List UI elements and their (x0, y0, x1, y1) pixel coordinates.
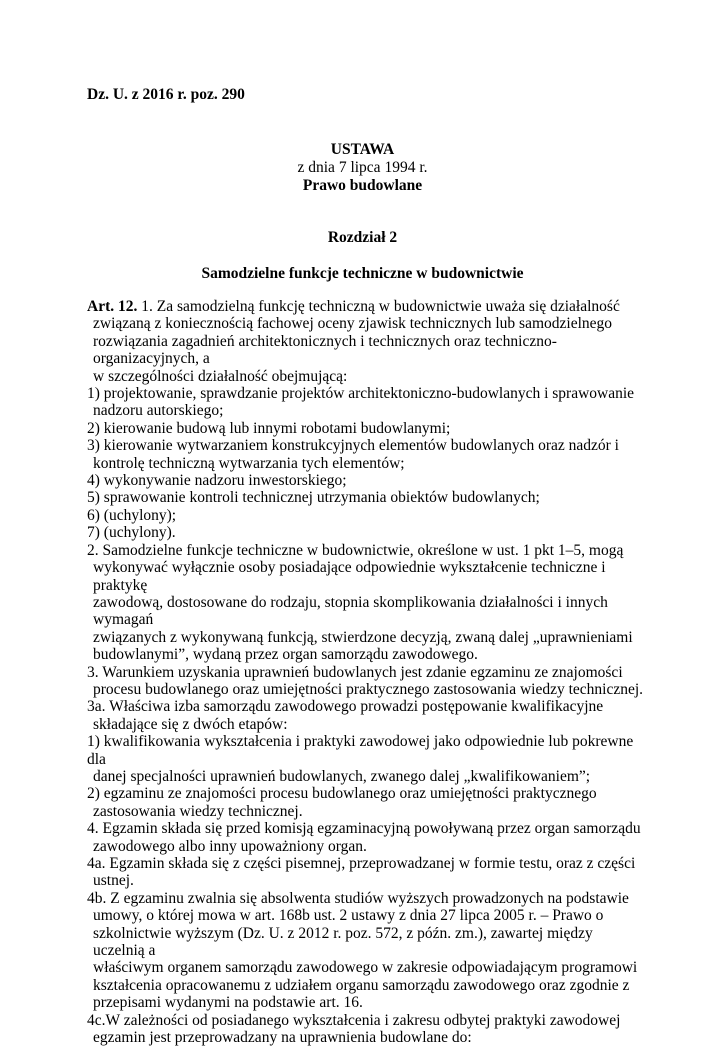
article-line-text: 2) egzaminu ze znajomości procesu budowlanego oraz umiejętności praktycznego (87, 785, 597, 803)
article-line-text: 4) wykonywanie nadzoru inwestorskiego; (87, 472, 347, 490)
article-line-text: składające się z dwóch etapów: (93, 715, 288, 733)
article-line (87, 855, 647, 872)
article-line (87, 315, 647, 332)
article-line (87, 298, 647, 315)
article-line (87, 1029, 647, 1046)
article-line-text: kształcenia opracowanemu z udziałem organu samorządu zawodowego oraz zgodnie z (93, 976, 630, 994)
article-line (87, 472, 647, 489)
article-line-text: nadzoru autorskiego; (93, 402, 224, 420)
chapter-title: Samodzielne funkcje techniczne w budownictwie (201, 265, 524, 282)
article-line (87, 455, 647, 472)
article-line-text: 1) projektowanie, sprawdzanie projektów architektoniczno-budowlanych i sprawowanie (87, 385, 635, 403)
article-line-text: w szczególności działalność obejmującą: (93, 367, 348, 385)
article-line-text: zawodowego albo inny upoważniony organ. (93, 837, 367, 855)
article-line-text: 2) kierowanie budową lub innymi robotami budowlanymi; (87, 419, 451, 437)
article-line-text: przepisami wydanymi na podstawie art. 16. (93, 994, 363, 1012)
article-label: Art. 12. (87, 298, 138, 315)
article-line (87, 402, 647, 419)
article-line (87, 559, 647, 594)
article-line (87, 733, 647, 768)
article-line-text: 4c.W zależności od posiadanego wykształcenia i zakresu odbytej praktyki zawodowej (87, 1011, 621, 1029)
article-line (87, 803, 647, 820)
article-line (87, 420, 647, 437)
article-line-text: procesu budowlanego oraz umiejętności praktycznego zastosowania wiedzy technicznej. (93, 680, 644, 698)
article-line-text: zastosowania wiedzy technicznej. (93, 802, 303, 820)
article-line-text: szkolnictwie wyższym (Dz. U. z 2012 r. poz. 572, z późn. zm.), zawartej między uczelnią a (93, 924, 593, 960)
chapter-heading (0, 229, 725, 283)
article-line (87, 907, 647, 924)
article-line-text: 5) sprawowanie kontroli technicznej utrzymania obiektów budowlanych; (87, 489, 540, 507)
article-line (87, 977, 647, 994)
article-body (87, 298, 647, 1046)
article-line-text: umowy, o której mowa w art. 168b ust. 2 ustawy z dnia 27 lipca 2005 r. – Prawo o (93, 907, 604, 925)
article-line (87, 820, 647, 837)
article-line (87, 594, 647, 629)
article-line (87, 925, 647, 960)
article-line (87, 507, 647, 524)
article-line-text: 3. Warunkiem uzyskania uprawnień budowlanych jest zdanie egzaminu ze znajomości (87, 663, 623, 681)
article-line (87, 959, 647, 976)
article-line (87, 524, 647, 541)
article-line (87, 489, 647, 506)
act-title-block (0, 141, 725, 195)
article-line-text: ustnej. (93, 872, 134, 890)
act-name: Prawo budowlane (302, 177, 423, 194)
article-line-text: 7) (uchylony). (87, 524, 176, 542)
article-line (87, 664, 647, 681)
article-line (87, 716, 647, 733)
article-line-text: wykonywać wyłącznie osoby posiadające odpowiednie wykształcenie techniczne i praktykę (93, 559, 606, 594)
article-line-text: budowlanymi”, wydaną przez organ samorządu zawodowego. (93, 646, 478, 664)
article-line-text: rozwiązania zagadnień architektonicznych i technicznych oraz techniczno-organizacyjnych, a (93, 332, 557, 368)
article-line (87, 542, 647, 559)
article-line-text: 3a. Właściwa izba samorządu zawodowego prowadzi postępowanie kwalifikacyjne (87, 698, 604, 716)
article-line-text: 4b. Z egzaminu zwalnia się absolwenta studiów wyższych prowadzonych na podstawie (87, 889, 629, 907)
article-line-text: 3) kierowanie wytwarzaniem konstrukcyjnych elementów budowlanych oraz nadzór i (87, 437, 619, 455)
article-line-text: 2. Samodzielne funkcje techniczne w budownictwie, określone w ust. 1 pkt 1–5, mogą (87, 541, 624, 559)
chapter-number: Rozdział 2 (327, 229, 398, 246)
article-line-text: 1. Za samodzielną funkcję techniczną w budownictwie uważa się działalność (141, 298, 620, 315)
article-line (87, 1012, 647, 1029)
article-line-text: 4. Egzamin składa się przed komisją egzaminacyjną powoływaną przez organ samorządu (87, 820, 641, 838)
article-line (87, 890, 647, 907)
article-line-text: 4a. Egzamin składa się z części pisemnej, przeprowadzanej w formie testu, oraz z części (87, 855, 636, 872)
act-type: USTAWA (330, 141, 395, 158)
article-line-text: zawodową, dostosowane do rodzaju, stopnia skomplikowania działalności i innych wymagań (93, 593, 608, 629)
journal-reference: Dz. U. z 2016 r. poz. 290 (87, 86, 245, 103)
article-line (87, 437, 647, 454)
article-line-text: danej specjalności uprawnień budowlanych, zwanego dalej „kwalifikowaniem”; (93, 767, 591, 785)
article-line-text: związanych z wykonywaną funkcją, stwierdzone decyzją, zwaną dalej „uprawnieniami (93, 628, 633, 646)
article-line-text: 1) kwalifikowania wykształcenia i praktyki zawodowej jako odpowiednie lub pokrewne dla (87, 733, 634, 768)
article-line (87, 368, 647, 385)
article-line (87, 698, 647, 715)
article-line (87, 785, 647, 802)
article-line (87, 681, 647, 698)
article-line-text: kontrolę techniczną wytwarzania tych elementów; (93, 454, 405, 472)
article-line (87, 994, 647, 1011)
article-line (87, 333, 647, 368)
article-line (87, 768, 647, 785)
article-line (87, 646, 647, 663)
article-line-text: egzamin jest przeprowadzany na uprawnienia budowlane do: (93, 1029, 472, 1046)
article-line-text: związaną z koniecznością fachowej oceny zjawisk technicznych lub samodzielnego (93, 315, 613, 333)
act-date: z dnia 7 lipca 1994 r. (297, 159, 428, 176)
article-line (87, 629, 647, 646)
article-line (87, 838, 647, 855)
article-line (87, 385, 647, 402)
article-line (87, 872, 647, 889)
article-line-text: właściwym organem samorządu zawodowego w zakresie odpowiadającym programowi (93, 959, 638, 977)
article-line-text: 6) (uchylony); (87, 506, 177, 524)
